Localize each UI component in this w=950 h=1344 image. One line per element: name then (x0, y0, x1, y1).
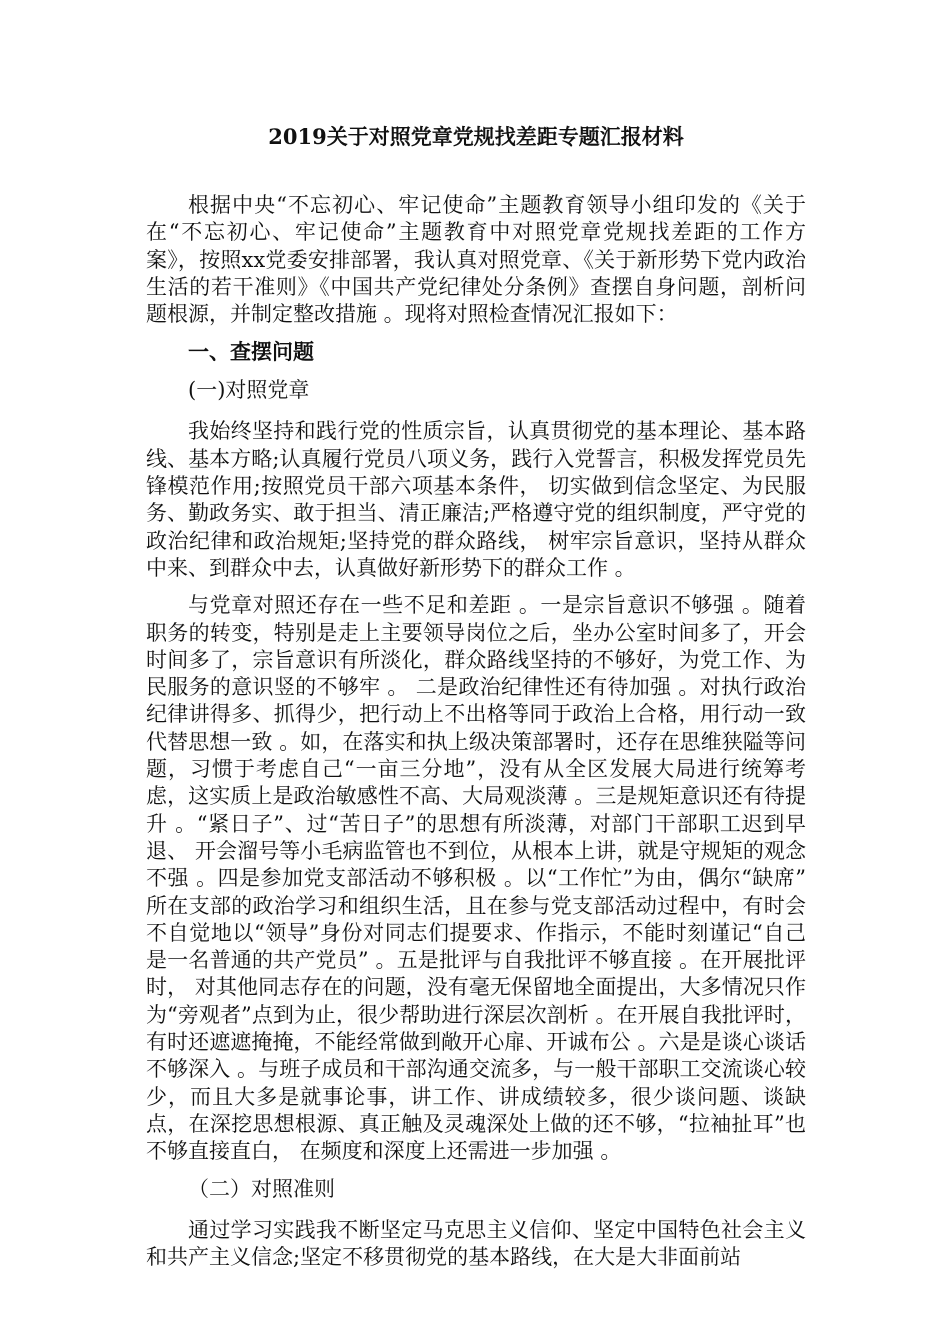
party-constitution-paragraph-2: 与党章对照还存在一些不足和差距 。一是宗旨意识不够强 。随着职务的转变，特别是走上主要领导岗位之后，坐办公室时间多了，开会时间多了，宗旨意识有所淡化，群众路线坚持的不够好，为党工作、为民服务的意识竖的不够牢 。 二是政治纪律性还有待加强 。对执行政治纪律讲得多、抓得少，把行动上不出格等同于政治上合格，用行动一致代替思想一致 。如，在落实和执上级决策部署时，还存在思维狭隘等问题，习惯于考虑自己“一亩三分地”，没有从全区发展大局进行统筹考虑，这实质上是政治敏感性不高、大局观淡薄 。三是规矩意识还有待提升 。“紧日子”、过“苦日子”的思想有所淡薄，对部门干部职工迟到早退、 开会溜号等小毛病监管也不到位，从根本上讲，就是守规矩的观念不强 。四是参加党支部活动不够积极 。以“工作忙”为由，偶尔“缺席” 所在支部的政治学习和组织生活，且在参与党支部活动过程中，有时会不自觉地以“领导”身份对同志们提要求、作指示，不能时刻谨记“自己是一名普通的共产党员” 。五是批评与自我批评不够直接 。在开展批评时， 对其他同志存在的问题，没有毫无保留地全面提出，大多情况只作为“旁观者”点到为止，很少帮助进行深层次剖析 。在开展自我批评时，有时还遮遮掩掩，不能经常做到敞开心扉、开诚布公 。六是是谈心谈话不够深入 。与班子成员和干部沟通交流多，与一般干部职工交流谈心较少，而且大多是就事论事，讲工作、讲成绩较多，很少谈问题、谈缺点，在深挖思想根源、真正触及灵魂深处上做的还不够，“拉袖扯耳”也不够直接直白， 在频度和深度上还需进一步加强 。 (146, 593, 806, 1164)
guidelines-paragraph-1: 通过学习实践我不断坚定马克思主义信仰、坚定中国特色社会主义和共产主义信念;坚定不移贯彻党的基本路线，在大是大非面前站 (146, 1217, 806, 1269)
document-title: 2019关于对照党章党规找差距专题汇报材料 (268, 124, 684, 149)
document-body (146, 108, 806, 1281)
section-heading-problems: 一、查摆问题 (188, 339, 314, 365)
subsection-heading-party-constitution: (一)对照党章 (188, 378, 310, 403)
intro-paragraph: 根据中央“不忘初心、牢记使命”主题教育领导小组印发的《关于在“不忘初心、牢记使命”主题教育中对照党章党规找差距的工作方案》，按照xx党委安排部署，我认真对照党章、《关于新形势下党内政治生活的若干准则》《中国共产党纪律处分条例》查摆自身问题，剖析问题根源，并制定整改措施 。现将对照检查情况汇报如下： (146, 193, 806, 327)
subsection-heading-guidelines: （二）对照准则 (188, 1176, 335, 1201)
party-constitution-paragraph-1: 我始终坚持和践行党的性质宗旨，认真贯彻党的基本理论、基本路线、基本方略;认真履行党员八项义务，践行入党誓言，积极发挥党员先锋模范作用;按照党员干部六项基本条件， 切实做到信念坚定、为民服务、勤政务实、敢于担当、清正廉洁;严格遵守党的组织制度，严守党的政治纪律和政治规矩;坚持党的群众路线， 树牢宗旨意识，坚持从群众中来、到群众中去，认真做好新形势下的群众工作 。 (146, 419, 806, 580)
